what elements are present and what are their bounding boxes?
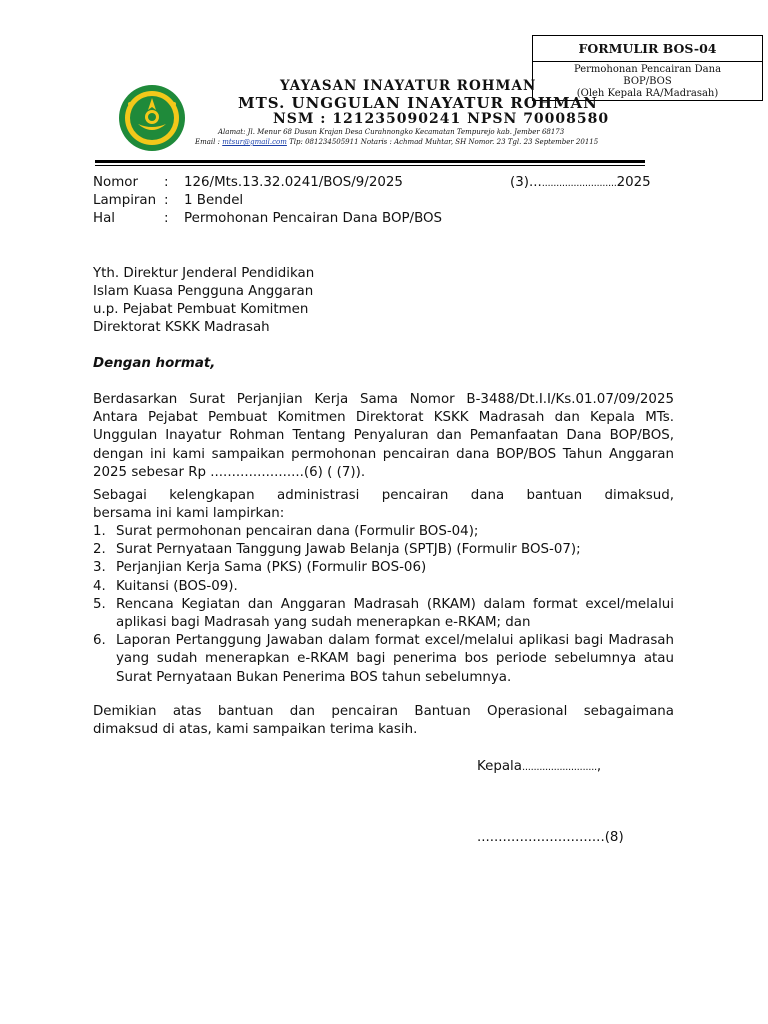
list-item bbox=[93, 632, 674, 687]
list-text: Surat permohonan pencairan dana (Formulir BOS-04); bbox=[116, 524, 479, 539]
signature-title bbox=[477, 758, 601, 777]
signature-name: ..............................(8) bbox=[477, 830, 624, 845]
list-item bbox=[93, 596, 674, 632]
school-contact bbox=[195, 138, 598, 146]
closing-paragraph: Demikian atas bantuan dan pencairan Bantuan Operasional sebagaimana bbox=[93, 704, 674, 719]
recipient-line: Yth. Direktur Jenderal Pendidikan bbox=[93, 266, 315, 281]
nomor-label: Nomor bbox=[93, 175, 138, 190]
list-number: 5. bbox=[93, 596, 106, 612]
lampiran-value: 1 Bendel bbox=[184, 193, 244, 208]
letterhead-divider-thin bbox=[95, 165, 645, 166]
contact-info: Tlp: 081234505911 Notaris : Achmad Muhtar, SH Nomor. 23 Tgl. 23 September 20115 bbox=[289, 138, 599, 146]
school-name: MTS. UNGGULAN INAYATUR ROHMAN bbox=[238, 94, 598, 112]
colon: : bbox=[164, 193, 169, 208]
nsm-npsn: NSM : 121235090241 NPSN 70008580 bbox=[273, 111, 610, 127]
signature-title-dots: .......................... bbox=[521, 762, 597, 773]
list-item bbox=[93, 523, 674, 541]
email-link[interactable]: mtsur@gmail.com bbox=[222, 138, 287, 146]
attachments-intro: Sebagai kelengkapan administrasi pencairan dana bantuan dimaksud, bbox=[93, 488, 674, 503]
list-item bbox=[93, 541, 674, 559]
date-dots: .......................... bbox=[541, 178, 617, 189]
form-code: FORMULIR BOS-04 bbox=[533, 36, 762, 62]
list-text: Laporan Pertanggung Jawaban dalam format excel/melalui aplikasi bagi Madrasah yang sudah menerapkan e-RKAM bagi penerima bos periode sebelumnya atau Surat Pernyataan Bukan Penerima BOS tahun sebelumnya. bbox=[116, 633, 674, 685]
list-number: 2. bbox=[93, 542, 106, 558]
email-label: Email : bbox=[195, 138, 220, 146]
list-item bbox=[93, 559, 674, 577]
attachments-intro: bersama ini kami lampirkan: bbox=[93, 506, 285, 521]
hal-value: Permohonan Pencairan Dana BOP/BOS bbox=[184, 211, 443, 226]
recipient-line: u.p. Pejabat Pembuat Komitmen bbox=[93, 302, 309, 317]
list-text: Rencana Kegiatan dan Anggaran Madrasah (RKAM) dalam format excel/melalui aplikasi bagi Madrasah yang sudah menerapkan e-RKAM; dan bbox=[116, 596, 674, 631]
date-year: 2025 bbox=[616, 175, 651, 190]
list-number: 4. bbox=[93, 578, 106, 594]
letter-date bbox=[510, 174, 651, 193]
body-paragraph: Berdasarkan Surat Perjanjian Kerja Sama Nomor B-3488/Dt.I.I/Ks.01.07/09/2025 Antara Pejabat Pembuat Komitmen Direktorat KSKK Madrasah dan Kepala MTs. Unggulan Inayatur Rohman Tentang Penyaluran dan Pemanfaatan Dana BOP/BOS, dengan ini kami sampaikan permohonan pencairan dana BOP/BOS Tahun Anggaran 2025 sebesar Rp ......................(6) ( (7)). bbox=[93, 392, 674, 480]
list-text: Surat Pernyataan Tanggung Jawab Belanja (SPTJB) (Formulir BOS-07); bbox=[116, 542, 581, 558]
list-number: 6. bbox=[93, 633, 106, 649]
recipient-line: Islam Kuasa Pengguna Anggaran bbox=[93, 284, 314, 299]
date-prefix: (3)... bbox=[510, 175, 542, 190]
school-logo-icon bbox=[118, 84, 186, 152]
colon: : bbox=[164, 175, 169, 190]
closing-paragraph: dimaksud di atas, kami sampaikan terima kasih. bbox=[93, 722, 418, 737]
colon: : bbox=[164, 211, 169, 226]
attachments-list bbox=[93, 523, 674, 687]
list-text: Kuitansi (BOS-09). bbox=[116, 578, 238, 594]
recipient-line: Direktorat KSKK Madrasah bbox=[93, 320, 270, 335]
list-text: Perjanjian Kerja Sama (PKS) (Formulir BOS-06) bbox=[116, 560, 427, 576]
form-desc-line: (Oleh Kepala RA/Madrasah) bbox=[576, 88, 719, 99]
form-desc-line: Permohonan Pencairan Dana bbox=[573, 64, 722, 75]
signature-title-prefix: Kepala bbox=[477, 759, 522, 774]
school-address: Alamat: Jl. Menur 68 Dusun Krajan Desa Curahnongko Kecamatan Tempurejo kab. Jember 68173 bbox=[218, 128, 565, 136]
letterhead-divider-thick bbox=[95, 160, 645, 163]
list-number: 1. bbox=[93, 524, 106, 539]
list-item bbox=[93, 578, 674, 596]
signature-title-suffix: , bbox=[596, 759, 602, 774]
hal-label: Hal bbox=[93, 211, 115, 226]
lampiran-label: Lampiran bbox=[93, 193, 157, 208]
form-code-box bbox=[532, 35, 763, 101]
nomor-value: 126/Mts.13.32.0241/BOS/9/2025 bbox=[184, 175, 403, 190]
form-desc-line: BOP/BOS bbox=[623, 76, 672, 87]
list-number: 3. bbox=[93, 560, 106, 576]
greeting: Dengan hormat, bbox=[93, 356, 216, 371]
foundation-name: YAYASAN INAYATUR ROHMAN bbox=[280, 78, 537, 94]
